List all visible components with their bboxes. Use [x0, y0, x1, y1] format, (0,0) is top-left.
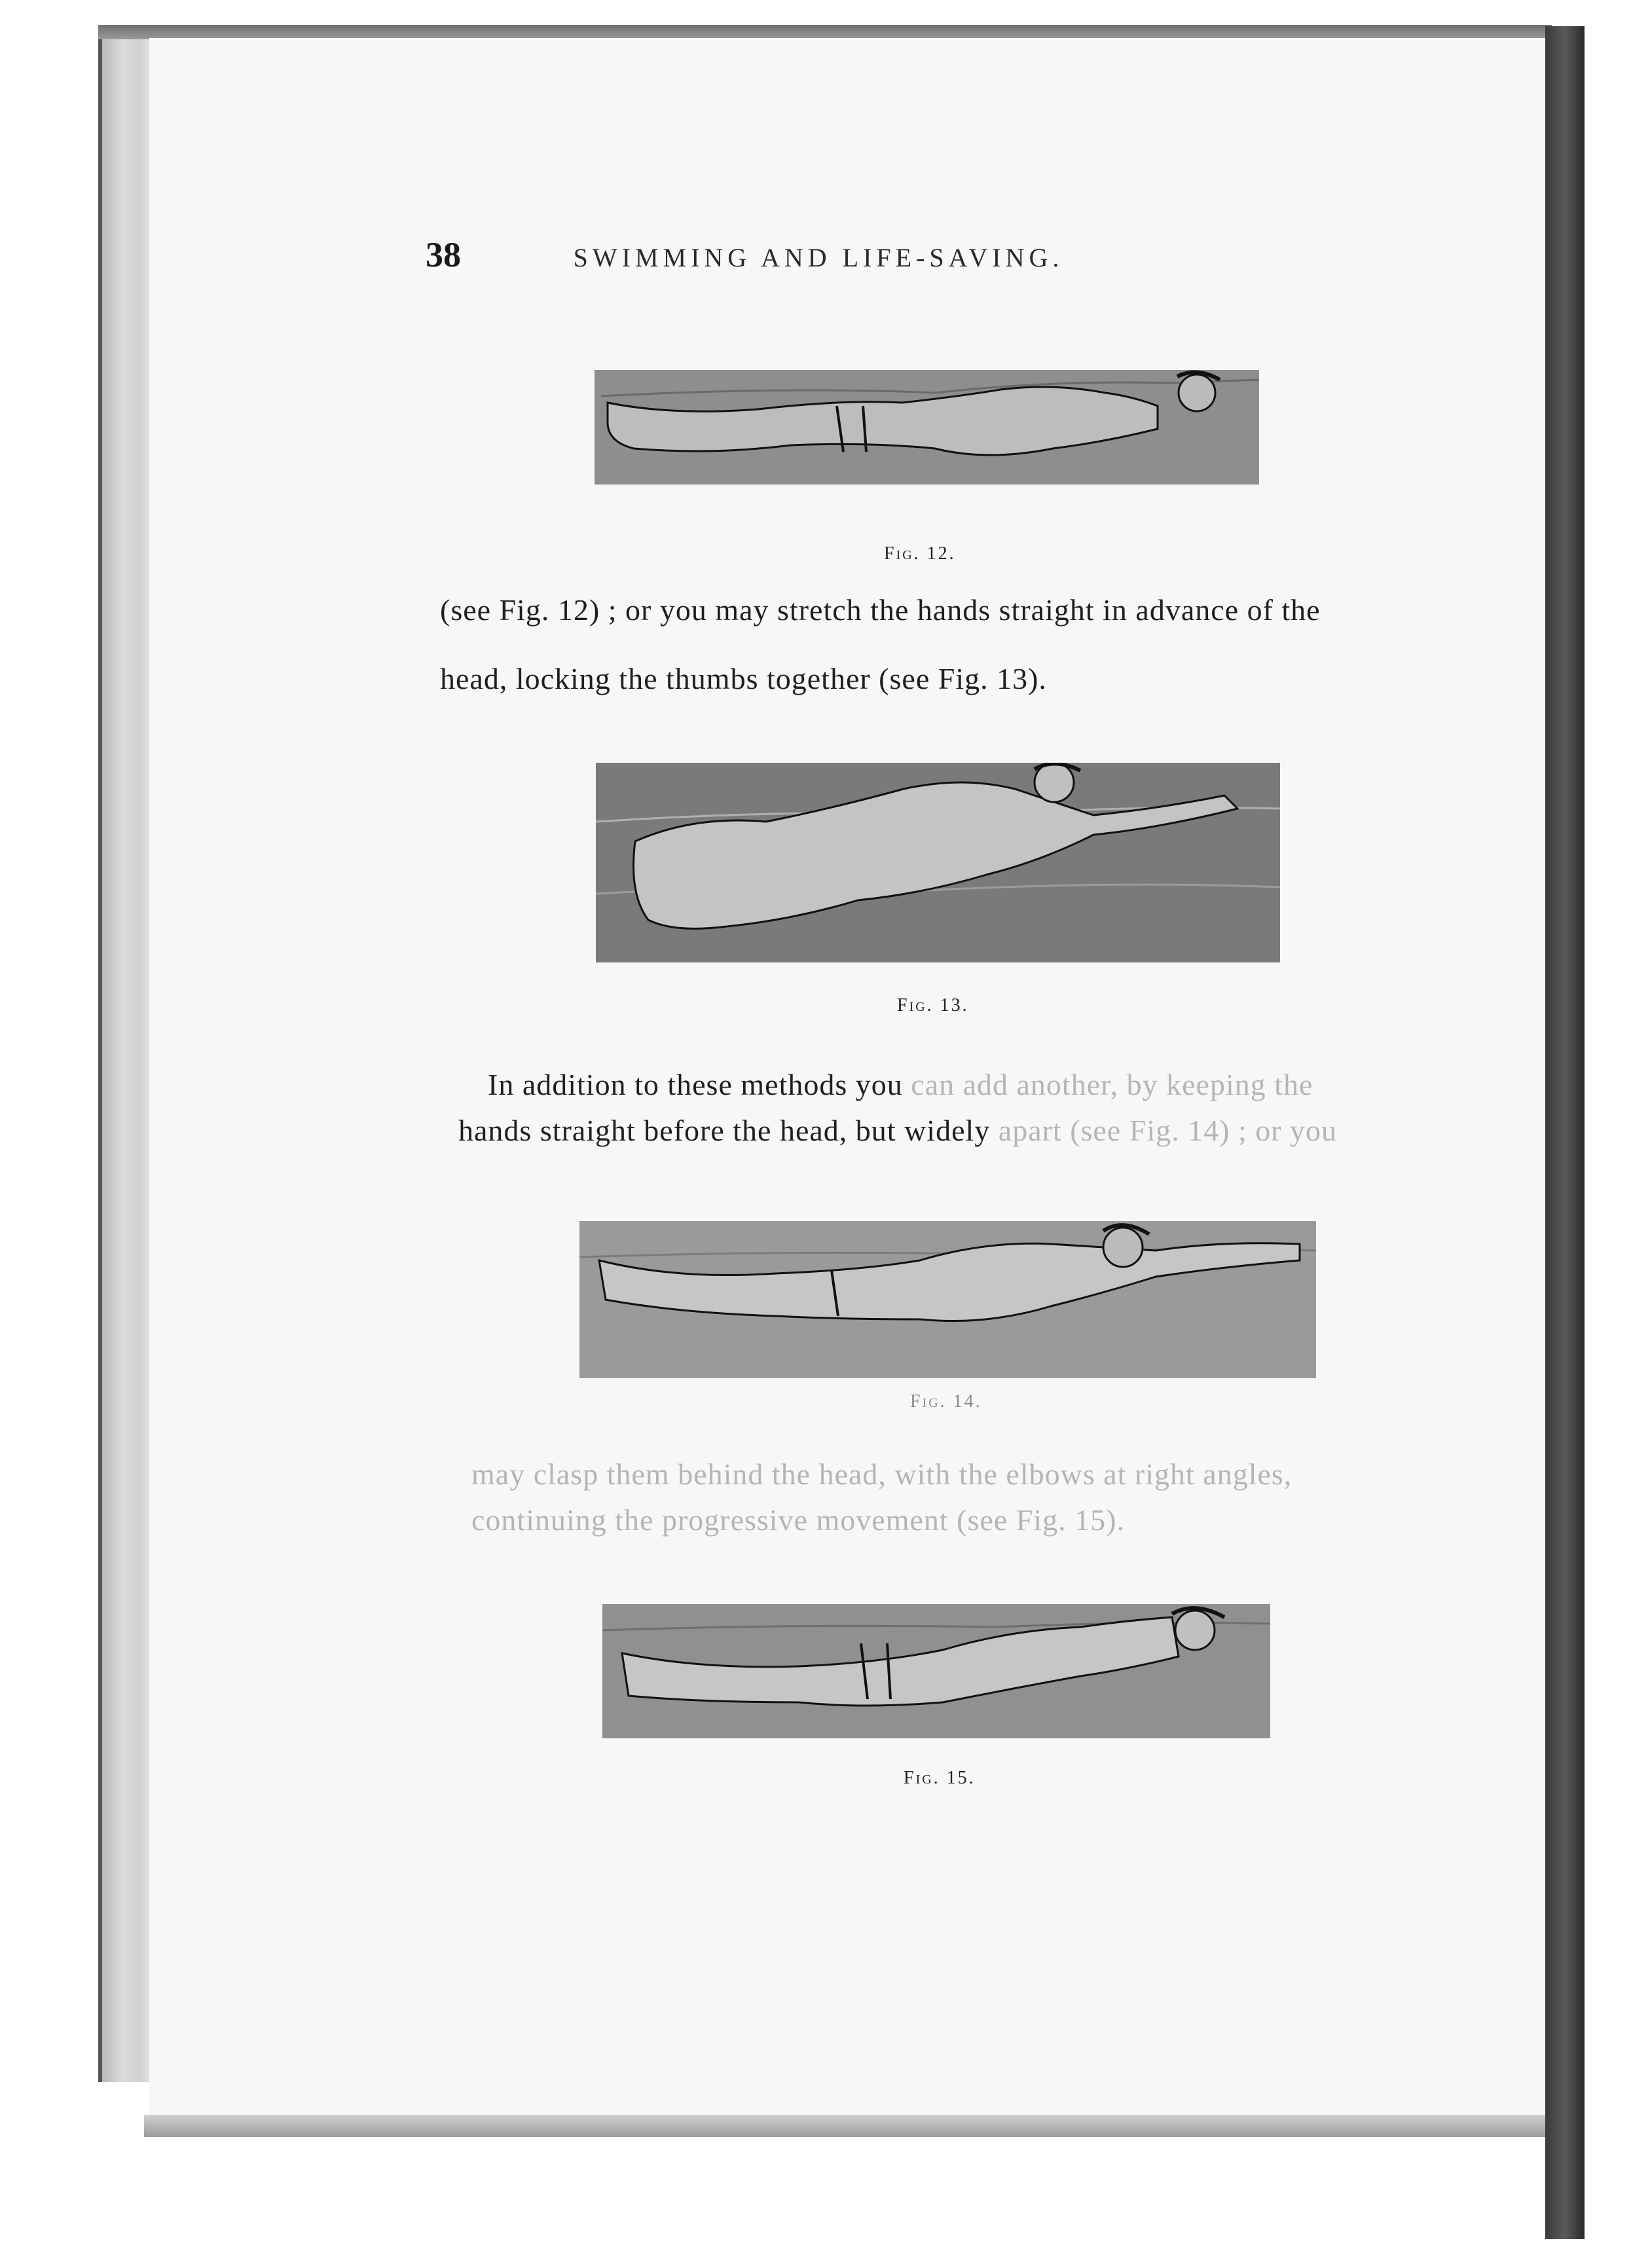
paragraph-2-line-1 [488, 1067, 1313, 1102]
figure-13-caption: Fig. 13. [897, 995, 969, 1015]
paragraph-2-line-1-visible: In addition to these methods you [488, 1068, 911, 1101]
figure-14-caption: Fig. 14. [910, 1391, 982, 1412]
figure-15-caption: Fig. 15. [904, 1768, 976, 1788]
paragraph-3-line-1: may clasp them behind the head, with the elbows at right angles, [471, 1457, 1292, 1491]
running-title: SWIMMING AND LIFE-SAVING. [573, 243, 1064, 272]
book-bottom-edge [144, 2115, 1545, 2137]
book-top-edge [98, 25, 1552, 39]
paragraph-1-line-1: (see Fig. 12) ; or you may stretch the hands straight in advance of the [440, 593, 1321, 627]
paragraph-2-line-2 [458, 1113, 1337, 1148]
paragraph-2-line-1-faded: can add another, by keeping the [911, 1068, 1313, 1101]
paragraph-1-line-2: head, locking the thumbs together (see Fig. 13). [440, 662, 1047, 695]
book-right-edge [1545, 26, 1585, 2239]
paragraph-2-line-2-faded: apart (see Fig. 14) ; or you [998, 1114, 1338, 1147]
paragraph-2-line-2-visible: hands straight before the head, but widely [458, 1114, 999, 1147]
figure-12-caption: Fig. 12. [884, 543, 956, 564]
page-number: 38 [426, 235, 461, 274]
figure-12-engraving [595, 370, 1259, 485]
figure-13-engraving [596, 763, 1280, 962]
figure-15-engraving [602, 1604, 1270, 1738]
paragraph-3-line-2: continuing the progressive movement (see Fig. 15). [471, 1503, 1125, 1537]
figure-14-engraving [579, 1221, 1316, 1378]
book-left-edge [98, 39, 155, 2082]
